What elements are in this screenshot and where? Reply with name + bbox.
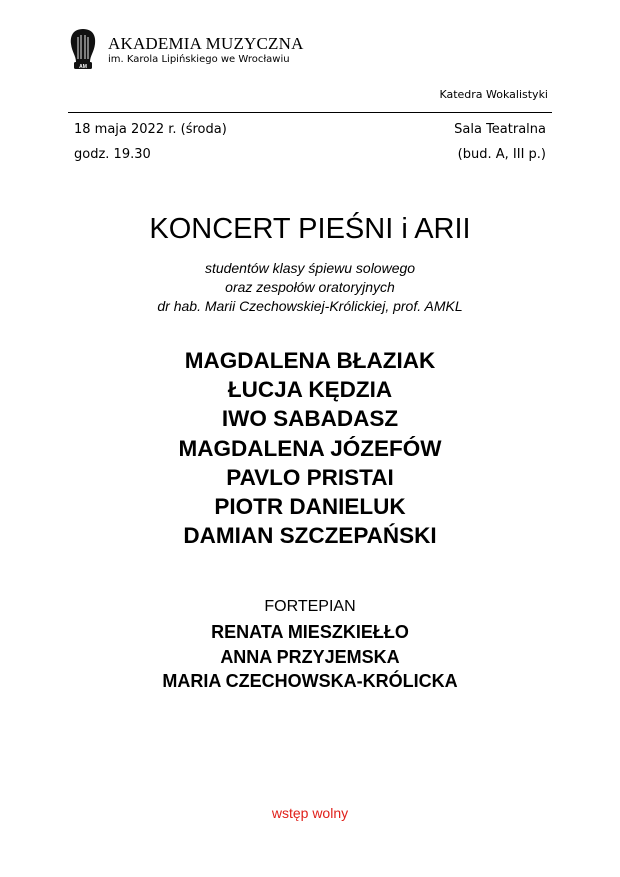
- performer-name: PIOTR DANIELUK: [214, 494, 406, 520]
- pianist-list: [0, 620, 620, 694]
- academy-name: AKADEMIA MUZYCZNA: [108, 34, 304, 53]
- performer-list: [0, 346, 620, 550]
- performer-name: DAMIAN SZCZEPAŃSKI: [183, 523, 437, 549]
- svg-text:AM: AM: [79, 63, 87, 70]
- concert-subtitle: [0, 259, 620, 316]
- subtitle-line: dr hab. Marii Czechowskiej-Królickiej, prof. AMKL: [157, 298, 463, 314]
- concert-title: KONCERT PIEŚNI i ARII: [149, 213, 471, 245]
- academy-subname: im. Karola Lipińskiego we Wrocławiu: [108, 54, 290, 65]
- performer-name: PAVLO PRISTAI: [226, 464, 394, 490]
- performer-name: MAGDALENA JÓZEFÓW: [178, 435, 442, 461]
- pianist-name: RENATA MIESZKIEŁŁO: [211, 622, 409, 642]
- performer-name: MAGDALENA BŁAZIAK: [184, 348, 436, 373]
- event-date: 18 maja 2022 r. (środa): [74, 122, 227, 137]
- free-entry-note: wstęp wolny: [271, 805, 349, 821]
- pianist-name: MARIA CZECHOWSKA-KRÓLICKA: [162, 671, 458, 691]
- lyre-logo-icon: [68, 26, 98, 72]
- subtitle-line: oraz zespołów oratoryjnych: [225, 279, 395, 295]
- pianist-name: ANNA PRZYJEMSKA: [220, 646, 400, 667]
- performer-name: IWO SABADASZ: [221, 406, 399, 432]
- event-time: godz. 19.30: [74, 147, 151, 162]
- event-venue-detail: (bud. A, III p.): [457, 147, 546, 162]
- header-divider: [68, 112, 552, 113]
- performer-name: ŁUCJA KĘDZIA: [227, 377, 393, 403]
- subtitle-line: studentów klasy śpiewu solowego: [204, 260, 416, 276]
- piano-label: FORTEPIAN: [264, 598, 356, 615]
- department-name: Katedra Wokalistyki: [439, 88, 548, 101]
- event-venue: Sala Teatralna: [454, 122, 546, 137]
